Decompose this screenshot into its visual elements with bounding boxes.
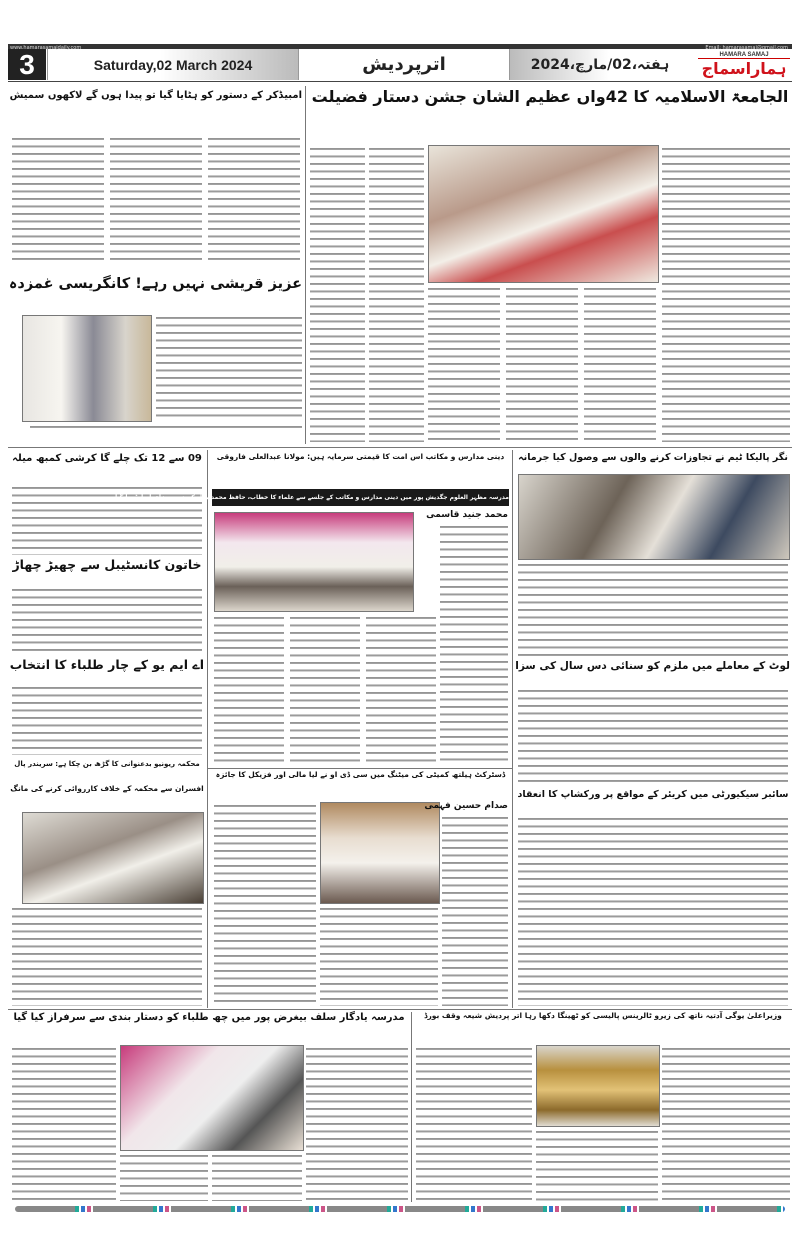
article-text bbox=[156, 315, 302, 420]
article-text bbox=[310, 146, 365, 442]
header-divider bbox=[8, 81, 792, 82]
headline-amu: اے ایم یو کے چار طلباء کا انتخاب bbox=[9, 657, 204, 672]
column-divider bbox=[512, 450, 513, 1008]
article-text bbox=[506, 286, 578, 442]
article-text bbox=[518, 562, 788, 656]
newspaper-logo bbox=[698, 52, 790, 80]
article-text bbox=[12, 136, 104, 260]
photo-waqf-board-signage bbox=[536, 1045, 660, 1127]
date-urdu: ہفتہ،02/مارچ،2024 bbox=[509, 49, 690, 80]
article-text bbox=[428, 286, 500, 442]
headline-cyber-security: سائبر سیکیورٹی میں کریئر کے مواقع پر ورکشاپ کا انعقاد bbox=[517, 789, 789, 800]
photo-aziz-qureshi bbox=[22, 315, 152, 422]
headline-madaris: دینی مدارس و مکاتب اس امت کا قیمتی سرمایہ ہیں: مولانا عبدالعلی فاروقی bbox=[216, 452, 505, 461]
logo-urdu: ہماراسماج bbox=[701, 59, 787, 78]
headline-krishi-kumbh: 09 سے 12 تک چلے گا کرشی کمبھ میلہ bbox=[12, 453, 202, 464]
row-divider bbox=[208, 768, 512, 769]
article-text bbox=[369, 146, 424, 442]
headline-dastar-bandi: مدرسہ یادگار سلف بیغرض پور میں چھ طلباء کو دستار بندی سے سرفراز کیا گیا bbox=[13, 1012, 405, 1023]
headline-constable: خاتون کانسٹیبل سے چھیڑ چھاڑ bbox=[12, 557, 202, 572]
headline-waqf-board: وزیراعلیٰ یوگی آدتیہ ناتھ کی زیرو ٹالرینس پالیسی کو ٹھینگا دکھا رہا اتر پردیش شیعہ وقف بورڈ bbox=[424, 1011, 782, 1020]
article-text bbox=[662, 1046, 790, 1201]
article-text bbox=[662, 146, 790, 442]
column-divider bbox=[207, 450, 208, 1008]
column-divider bbox=[411, 1012, 412, 1202]
article-text bbox=[214, 615, 284, 765]
article-text bbox=[110, 136, 202, 260]
headline-loot-case: لوٹ کے معاملے میں ملزم کو سنائی دس سال کی سزا bbox=[515, 660, 790, 672]
row-divider bbox=[8, 1009, 792, 1010]
website-url[interactable]: www.hamarasamajdaily.com bbox=[10, 45, 82, 51]
article-text bbox=[320, 906, 438, 1006]
article-text bbox=[584, 286, 656, 442]
article-text bbox=[518, 816, 788, 1006]
article-text bbox=[12, 685, 202, 755]
date-english: Saturday,02 March 2024 bbox=[47, 49, 298, 80]
byline-health: صدام حسین فہمی bbox=[424, 801, 508, 811]
headline-main: الجامعۃ الاسلامیہ کا 42واں عظیم الشان جشن دستار فضیلت bbox=[311, 87, 789, 106]
section-title: اترپردیش bbox=[298, 49, 509, 80]
article-text bbox=[440, 524, 508, 764]
photo-health-meeting bbox=[320, 802, 440, 904]
headline-revenue-line1: محکمہ ریونیو بدعنوانی کا گڑھ بن چکا ہے: سریندر پال bbox=[14, 760, 200, 768]
article-text bbox=[366, 615, 436, 765]
article-text bbox=[12, 587, 202, 655]
article-text bbox=[12, 906, 202, 1006]
row-divider bbox=[8, 447, 792, 448]
email-address[interactable]: Email: hamarasamaj@gmail.com bbox=[705, 45, 788, 51]
photo-dastar-bandi bbox=[120, 1045, 304, 1151]
photo-madaris-event bbox=[214, 512, 414, 612]
page-number: 3 bbox=[8, 49, 46, 80]
article-text bbox=[120, 1153, 208, 1201]
photo-encroachment-drive bbox=[518, 474, 790, 560]
article-text bbox=[212, 1153, 302, 1201]
headline-revenue-line2: افسران سے محکمہ کے خلاف کارروائی کرنے کی مانگ bbox=[10, 784, 204, 793]
article-text bbox=[536, 1129, 658, 1201]
logo-english: HAMARA SAMAJ bbox=[698, 52, 790, 59]
article-text bbox=[290, 615, 360, 765]
article-text bbox=[12, 1046, 116, 1201]
headline-health-committee: ڈسٹرکٹ ہیلتھ کمیٹی کی میٹنگ میں سی ڈی او نے لیا مالی اور فزیکل کا جائزہ bbox=[215, 770, 506, 779]
article-text bbox=[208, 136, 300, 260]
headline-nagar-palika: نگر پالیکا ٹیم نے تجاوزات کرنے والوں سے وصول کیا جرمانہ bbox=[518, 452, 788, 463]
article-text bbox=[306, 1046, 408, 1201]
photo-convocation bbox=[428, 145, 659, 283]
article-text bbox=[30, 424, 302, 433]
headline-ambedkar: امبیڈکر کے دستور کو ہٹایا گیا تو پیدا ہوں گے لاکھوں سمیش bbox=[9, 90, 302, 101]
headline-aziz-qureshi: عزیز قریشی نہیں رہے! کانگریسی غمزدہ bbox=[8, 276, 302, 292]
footer-decorative-strip bbox=[15, 1206, 785, 1212]
photo-revenue-delegation bbox=[22, 812, 204, 904]
byline-madaris: محمد جنید قاسمی bbox=[416, 510, 508, 520]
article-text bbox=[442, 815, 508, 1006]
article-text bbox=[518, 688, 788, 786]
subheadline-madaris: مدرسہ مظہر العلوم جگدیش پور میں دینی مدارس و مکاتب کے جلسے سے علماء کا خطاب، حافظ محمد بلال کو خدمت خلق ایوارڈ دیا گیا bbox=[212, 489, 509, 506]
column-divider bbox=[305, 86, 306, 444]
article-text bbox=[416, 1046, 532, 1201]
article-text bbox=[214, 803, 316, 1006]
